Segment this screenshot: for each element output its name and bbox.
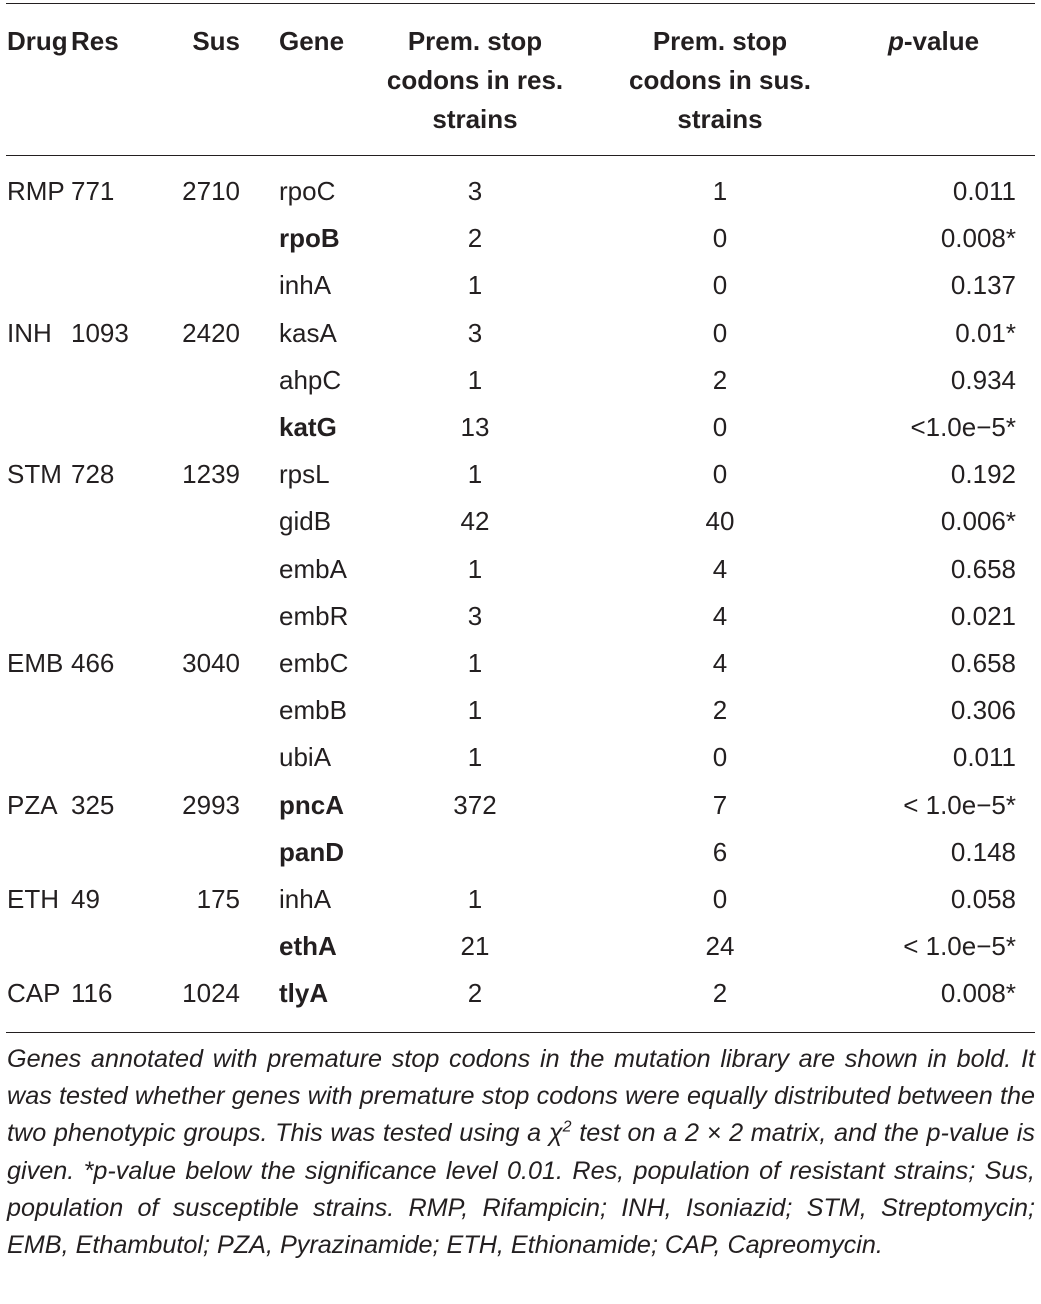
res-count-cell: 49 [71,884,100,914]
header-prem-res [365,22,585,139]
prem-stop-sus-cell: 0 [712,459,728,490]
p-value-cell: 0.658 [950,553,1016,584]
p-value-cell: < 1.0e−5* [903,789,1016,820]
prem-stop-sus-cell: 0 [712,412,728,442]
drug-cell: PZA [7,789,58,820]
header-p-italic: p [888,26,904,56]
p-value-cell: 0.006* [940,506,1016,537]
p-value-cell: 0.008* [940,223,1016,254]
footnote-text: Genes annotated with premature stop codons in the mutation library are shown in bold. It was tested whether genes with premature stop codons were equally distributed between the two phenotypic groups. This was tested using a [7,1045,1035,1148]
p-value-cell: 0.008* [940,978,1016,1009]
p-value-cell: <1.0e−5* [910,412,1016,442]
sus-count-cell: 2993 [182,789,240,820]
top-rule [6,3,1035,4]
header-prem-sus-line: strains [677,104,763,134]
prem-stop-res-cell: 3 [467,600,483,631]
prem-stop-res-cell: 3 [467,176,483,206]
header-prem-res-line: codons in res. [386,65,564,95]
p-value-cell: < 1.0e−5* [903,931,1016,962]
gene-cell: ahpC [279,364,342,395]
p-value-cell: 0.148 [950,836,1016,867]
prem-stop-res-cell: 1 [467,459,483,490]
prem-stop-sus-cell: 24 [705,931,735,962]
prem-stop-sus-cell: 2 [712,978,728,1009]
header-p-rest: -value [903,26,980,56]
header-prem-sus-line: codons in sus. [628,65,812,95]
gene-cell: embB [279,695,347,726]
table-row [0,310,1041,357]
prem-stop-sus-cell: 4 [712,600,728,631]
drug-cell: EMB [7,648,64,678]
res-count-cell: 771 [71,176,115,206]
footnote-text: test on a 2 × 2 matrix, and the p-value is given. *p-value below the significance level 0.01. Res, population of resistant strains; Sus, population of susceptible strains. RMP, Rifampicin; INH, Isoniazid; STM, Streptomycin; EMB, Ethambutol; PZA, Pyrazinamide; ETH, Ethionamide; CAP, Capreomycin. [7,1119,1035,1260]
header-prem-sus [610,22,830,139]
prem-stop-res-cell: 3 [467,317,483,348]
gene-cell: rpsL [279,459,330,490]
sus-count-cell: 3040 [182,648,240,678]
table-row [0,404,1041,451]
table-row [0,498,1041,545]
gene-cell: tlyA [279,978,329,1009]
prem-stop-sus-cell: 1 [712,176,728,206]
gene-cell: kasA [279,317,337,348]
p-value-cell: 0.137 [950,270,1016,301]
prem-stop-sus-cell: 4 [712,648,728,678]
table-row [0,168,1041,215]
sus-count-cell: 2420 [182,317,240,348]
prem-stop-sus-cell: 2 [712,364,728,395]
p-value-cell: 0.01* [955,317,1016,348]
p-value-cell: 0.011 [952,742,1016,773]
gene-cell: panD [279,836,344,867]
gene-cell: embA [279,553,347,584]
sus-count-cell: 1239 [182,459,240,490]
prem-stop-sus-cell: 2 [712,695,728,726]
table-row [0,970,1041,1017]
prem-stop-res-cell: 1 [467,648,483,678]
drug-cell: CAP [7,978,61,1009]
table-row [0,829,1041,876]
res-count-cell: 325 [71,789,115,820]
prem-stop-res-cell: 21 [460,931,490,962]
gene-cell: ubiA [279,742,332,773]
table-row [0,923,1041,970]
header-rule [6,155,1035,156]
table-row [0,593,1041,640]
chi-exponent: 2 [562,1119,572,1137]
gene-cell: ethA [279,931,337,962]
table-row [0,876,1041,923]
prem-stop-res-cell: 42 [460,506,490,537]
p-value-cell: 0.934 [950,364,1016,395]
table-row [0,546,1041,593]
prem-stop-sus-cell: 0 [712,742,728,773]
table-row [0,262,1041,309]
table-row [0,782,1041,829]
res-count-cell: 466 [71,648,115,678]
header-drug: Drug [7,26,68,56]
res-count-cell: 116 [71,978,113,1009]
res-count-cell: 1093 [71,317,129,348]
gene-cell: embC [279,648,349,678]
prem-stop-sus-cell: 0 [712,317,728,348]
drug-cell: INH [7,317,52,348]
gene-cell: inhA [279,270,332,301]
p-value-cell: 0.058 [950,884,1016,914]
header-p-value [888,22,979,61]
table-row [0,687,1041,734]
prem-stop-sus-cell: 0 [712,884,728,914]
table-row [0,357,1041,404]
prem-stop-res-cell: 1 [467,270,483,301]
prem-stop-sus-cell: 0 [712,223,728,254]
header-prem-res-line: Prem. stop [407,26,543,56]
table-row [0,215,1041,262]
table-row [0,640,1041,687]
header-gene: Gene [279,26,345,56]
p-value-cell: 0.658 [950,648,1016,678]
p-value-cell: 0.021 [950,600,1016,631]
header-sus: Sus [192,26,240,56]
chi-symbol: χ [548,1119,563,1148]
table-row [0,734,1041,781]
header-prem-sus-line: Prem. stop [652,26,788,56]
gene-cell: pncA [279,789,344,820]
drug-cell: STM [7,459,62,490]
gene-cell: katG [279,412,337,442]
prem-stop-res-cell: 1 [467,884,483,914]
gene-cell: rpoC [279,176,336,206]
sus-count-cell: 2710 [182,176,240,206]
bottom-rule [6,1032,1035,1033]
prem-stop-res-cell: 372 [453,789,497,820]
table-row [0,451,1041,498]
prem-stop-sus-cell: 6 [712,836,728,867]
prem-stop-res-cell: 2 [467,223,483,254]
prem-stop-res-cell: 1 [467,742,483,773]
p-value-cell: 0.306 [950,695,1016,726]
sus-count-cell: 1024 [182,978,240,1009]
sus-count-cell: 175 [196,884,240,914]
prem-stop-sus-cell: 0 [712,270,728,301]
prem-stop-sus-cell: 7 [712,789,728,820]
header-prem-res-line: strains [432,104,518,134]
prem-stop-sus-cell: 4 [712,553,728,584]
header-res: Res [71,26,119,56]
prem-stop-res-cell: 1 [467,695,483,726]
gene-cell: rpoB [279,223,340,254]
drug-cell: ETH [7,884,59,914]
prem-stop-res-cell: 1 [467,364,483,395]
table-footnote [7,1041,1035,1264]
prem-stop-sus-cell: 40 [705,506,735,537]
p-value-cell: 0.011 [952,176,1016,206]
prem-stop-res-cell: 13 [460,412,490,442]
gene-cell: embR [279,600,349,631]
gene-cell: gidB [279,506,332,537]
res-count-cell: 728 [71,459,115,490]
p-value-cell: 0.192 [950,459,1016,490]
drug-cell: RMP [7,176,65,206]
prem-stop-res-cell: 1 [467,553,483,584]
prem-stop-res-cell: 2 [467,978,483,1009]
gene-cell: inhA [279,884,332,914]
